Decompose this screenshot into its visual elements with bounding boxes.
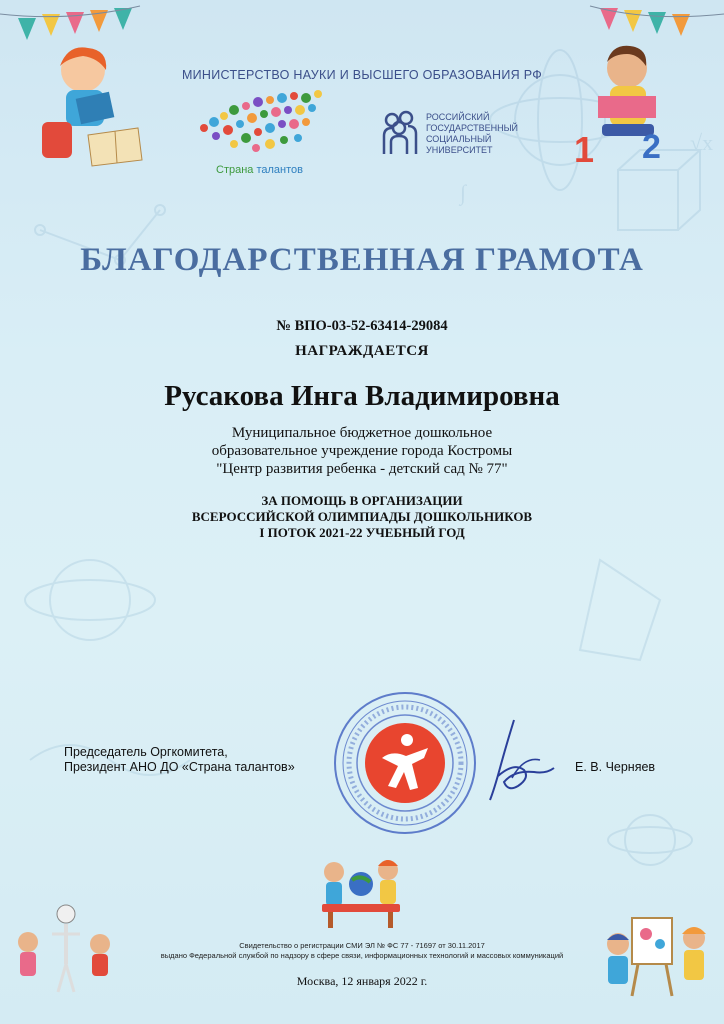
- child-reading-illustration: [38, 40, 148, 170]
- brand-caption-part2: талантов: [256, 164, 304, 176]
- registration-line1: Свидетельство о регистрации СМИ ЭЛ № ФС 77 - 71697 от 30.11.2017: [239, 941, 485, 950]
- university-people-logo: [380, 110, 420, 156]
- svg-text:1: 1: [574, 129, 595, 170]
- svg-text:2: 2: [642, 128, 661, 166]
- child-with-numbers-illustration: [572, 40, 692, 170]
- recipient-name: Русакова Инга Владимировна: [164, 380, 560, 412]
- reason-line3: I ПОТОК 2021-22 УЧЕБНЫЙ ГОД: [259, 525, 465, 540]
- round-seal-stamp: [330, 688, 480, 838]
- certificate-title: БЛАГОДАРСТВЕННАЯ ГРАМОТА: [80, 242, 644, 278]
- registration-info: [0, 941, 724, 961]
- certificate-number: № ВПО-03-52-63414-29084: [276, 318, 448, 334]
- org-line1: Муниципальное бюджетное дошкольное: [231, 425, 493, 441]
- chair-line1: Председатель Оргкомитета,: [64, 745, 228, 759]
- chair-title: [64, 745, 295, 775]
- university-name: [426, 112, 518, 156]
- brand-caption-part1: Страна: [216, 164, 254, 176]
- svg-text:∫: ∫: [460, 180, 467, 205]
- awarded-label: НАГРАЖДАЕТСЯ: [295, 343, 429, 359]
- org-line2: образовательное учреждение города Костромы: [211, 443, 513, 459]
- ministry-header: МИНИСТЕРСТВО НАУКИ И ВЫСШЕГО ОБРАЗОВАНИЯ РФ: [181, 68, 543, 82]
- map-dots-logo: [194, 88, 334, 162]
- university-line1: РОССИЙСКИЙ: [426, 112, 490, 122]
- brand-caption: [216, 164, 303, 176]
- svg-text:√x: √x: [690, 130, 714, 155]
- organization-block: [0, 424, 724, 478]
- children-table-illustration: [316, 852, 406, 932]
- org-line3: "Центр развития ребенка - детский сад № 77": [216, 461, 508, 477]
- registration-line2: выдано Федеральной службой по надзору в сфере связи, информационных технологий и массовых коммуникаций: [160, 951, 564, 960]
- reason-line2: ВСЕРОССИЙСКОЙ ОЛИМПИАДЫ ДОШКОЛЬНИКОВ: [191, 509, 533, 524]
- signer-name: Е. В. Черняев: [575, 760, 656, 774]
- university-line4: УНИВЕРСИТЕТ: [426, 145, 493, 155]
- place-and-date: Москва, 12 января 2022 г.: [296, 974, 428, 988]
- reason-line1: ЗА ПОМОЩЬ В ОРГАНИЗАЦИИ: [261, 493, 463, 508]
- handwritten-signature: [484, 716, 564, 806]
- university-line3: СОЦИАЛЬНЫЙ: [426, 134, 492, 144]
- chair-line2: Президент АНО ДО «Страна талантов»: [64, 760, 295, 774]
- university-line2: ГОСУДАРСТВЕННЫЙ: [426, 123, 519, 133]
- reason-block: [0, 493, 724, 541]
